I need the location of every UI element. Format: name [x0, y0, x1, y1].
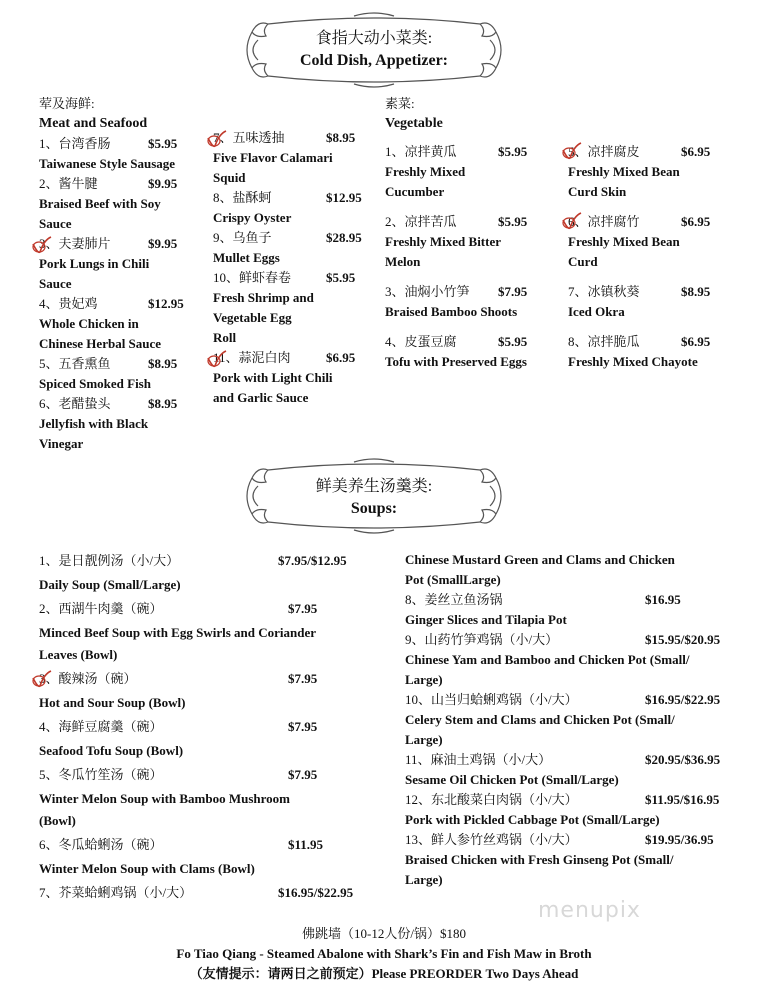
soup-item-cn: 13、鲜人参竹丝鸡锅（小/大） [405, 832, 578, 847]
menu-item-cn: 5、五香熏鱼 [39, 356, 111, 371]
menu-item-cn: 9、乌鱼子 [213, 230, 272, 245]
soup-item-en: Braised Chicken with Fresh Ginseng Pot (Small/ [405, 852, 674, 867]
soup-item-price: $16.95 [645, 592, 681, 607]
soup-item-cn: 6、冬瓜蛤蜊汤（碗） [39, 837, 163, 852]
red-check-mark-icon [560, 140, 584, 164]
soup-item-cn: 11、麻油土鸡锅（小/大） [405, 752, 552, 767]
footer-line3: （友情提示：请两日之前预定）Please PREORDER Two Days Ahead [189, 966, 579, 981]
menu-item-en: Pork Lungs in Chili [39, 256, 150, 271]
soup-item-price: $16.95/$22.95 [278, 885, 354, 900]
soup-item-price: $7.95 [288, 767, 318, 782]
menu-item-en: Freshly Mixed [385, 164, 466, 179]
red-check-mark-icon [205, 128, 229, 152]
menu-item-en: Fresh Shrimp and [213, 290, 314, 305]
menu-item-en: Curd Skin [568, 184, 627, 199]
veg-section [385, 94, 555, 134]
soup-item-en: Minced Beef Soup with Egg Swirls and Coriander [39, 625, 316, 640]
soup-item-cn: 9、山药竹笋鸡锅（小/大） [405, 632, 559, 647]
soup-item-cn: 2、西湖牛肉羹（碗） [39, 601, 163, 616]
soup-item-cn: 7、芥菜蛤蜊鸡锅（小/大） [39, 885, 193, 900]
soup-item-cn: 12、东北酸菜白肉锅（小/大） [405, 792, 578, 807]
menu-item-cn: 7、五味透抽 [213, 130, 285, 145]
menu-item-en: Squid [213, 170, 246, 185]
menu-item-cn: 5、凉拌腐皮 [568, 144, 640, 159]
menu-item-en: Braised Bamboo Shoots [385, 304, 518, 319]
menu-item-cn: 6、凉拌腐竹 [568, 214, 640, 229]
menu-item-cn: 4、皮蛋豆腐 [385, 334, 457, 349]
menu-item-en: Vinegar [39, 436, 84, 451]
soup-item-price: $7.95 [288, 719, 318, 734]
menu-item-en: Cucumber [385, 184, 445, 199]
menu-item-en: Pork with Light Chili [213, 370, 333, 385]
soup-item-price: $7.95 [288, 671, 318, 686]
soup-item-en: Large) [405, 732, 443, 747]
menu-item-en: Roll [213, 330, 237, 345]
menu-item-en: Braised Beef with Soy [39, 196, 161, 211]
soup-item-price: $20.95/$36.95 [645, 752, 721, 767]
soup-item-cn: 10、山当归蛤蜊鸡锅（小/大） [405, 692, 578, 707]
soup-item-en: (Bowl) [39, 813, 76, 828]
soup-item-price: $19.95/36.95 [645, 832, 714, 847]
menu-item-price: $6.95 [681, 334, 711, 349]
soup-item-en: Chinese Mustard Green and Clams and Chicken [405, 552, 675, 567]
menu-item-cn: 8、盐酥蚵 [213, 190, 272, 205]
menu-item-price: $9.95 [148, 176, 178, 191]
soup-header-cn: 鲜美养生汤羹类: [315, 478, 433, 495]
menu-item-price: $28.95 [326, 230, 362, 245]
soup-item-en: Seafood Tofu Soup (Bowl) [39, 743, 184, 758]
menu-item-price: $8.95 [681, 284, 711, 299]
soup-item-price: $15.95/$20.95 [645, 632, 721, 647]
menu-item-en: Melon [385, 254, 421, 269]
menu-item-en: Iced Okra [568, 304, 625, 319]
soup-item-en: Winter Melon Soup with Clams (Bowl) [39, 861, 255, 876]
footer-line2: Fo Tiao Qiang - Steamed Abalone with Shark’s Fin and Fish Maw in Broth [176, 946, 592, 961]
footer-line1: 佛跳墙（10-12人份/锅）$180 [302, 926, 466, 941]
soup-item-price: $7.95/$12.95 [278, 553, 347, 568]
soup-item-en: Celery Stem and Clams and Chicken Pot (Small/ [405, 712, 675, 727]
soup-header-en: Soups: [350, 500, 398, 517]
menu-item-en: Taiwanese Style Sausage [39, 156, 176, 171]
veg-heading-en: Vegetable [385, 116, 443, 131]
menu-item-cn: 3、油焖小竹笋 [385, 284, 470, 299]
menu-item-en: Spiced Smoked Fish [39, 376, 151, 391]
menu-item-price: $5.95 [498, 214, 528, 229]
menu-item-en: Sauce [39, 276, 72, 291]
meat-heading-cn: 荤及海鲜: [39, 96, 95, 111]
cold-header-en: Cold Dish, Appetizer: [300, 52, 448, 69]
menu-item-cn: 6、老醋蛰头 [39, 396, 111, 411]
menu-item-price: $6.95 [681, 144, 711, 159]
menu-item-cn: 7、冰镇秋葵 [568, 284, 640, 299]
menu-item-cn: 11、蒜泥白肉 [213, 350, 291, 365]
menu-item-cn: 4、贵妃鸡 [39, 296, 98, 311]
menu-item-en: and Garlic Sauce [213, 390, 309, 405]
soup-item-price: $7.95 [288, 601, 318, 616]
soup-item-en: Large) [405, 872, 443, 887]
red-check-mark-icon [205, 348, 229, 372]
menu-item-cn: 10、鲜虾春卷 [213, 270, 292, 285]
menu-item-en: Mullet Eggs [213, 250, 280, 265]
menu-item-price: $5.95 [498, 334, 528, 349]
menu-item-en: Freshly Mixed Bean [568, 164, 680, 179]
soup-item-price: $11.95/$16.95 [645, 792, 720, 807]
menu-item-price: $5.95 [326, 270, 356, 285]
menu-item-price: $6.95 [681, 214, 711, 229]
menu-item-price: $5.95 [148, 136, 178, 151]
soup-item-cn: 5、冬瓜竹笙汤（碗） [39, 767, 163, 782]
soup-item-cn: 8、姜丝立鱼汤锅 [405, 592, 503, 607]
menu-item-price: $12.95 [148, 296, 184, 311]
menu-item-price: $12.95 [326, 190, 362, 205]
menu-item-cn: 1、凉拌黄瓜 [385, 144, 457, 159]
soup-item-cn: 4、海鲜豆腐羹（碗） [39, 719, 163, 734]
red-check-mark-icon [560, 210, 584, 234]
menu-item-cn: 3、夫妻肺片 [39, 236, 111, 251]
red-check-mark-icon [30, 668, 54, 692]
soup-item-en: Sesame Oil Chicken Pot (Small/Large) [405, 772, 619, 787]
menu-item-en: Freshly Mixed Chayote [568, 354, 698, 369]
soup-item-en: Leaves (Bowl) [39, 647, 118, 662]
soup-item-en: Chinese Yam and Bamboo and Chicken Pot (Small/ [405, 652, 690, 667]
veg-heading-cn: 素菜: [385, 96, 415, 111]
menu-item-en: Freshly Mixed Bean [568, 234, 680, 249]
menu-item-en: Curd [568, 254, 598, 269]
soup-item-en: Pork with Pickled Cabbage Pot (Small/Large) [405, 812, 660, 827]
menu-item-cn: 2、酱牛腱 [39, 176, 98, 191]
soup-item-cn: 3、酸辣汤（碗） [39, 671, 137, 686]
menu-item-en: Freshly Mixed Bitter [385, 234, 502, 249]
soup-item-en: Daily Soup (Small/Large) [39, 577, 181, 592]
menu-item-price: $8.95 [148, 356, 178, 371]
menu-item-price: $8.95 [148, 396, 178, 411]
soup-item-price: $11.95 [288, 837, 324, 852]
menu-item-cn: 8、凉拌脆瓜 [568, 334, 640, 349]
menu-item-en: Crispy Oyster [213, 210, 292, 225]
menu-item-price: $9.95 [148, 236, 178, 251]
menu-item-cn: 1、台湾香肠 [39, 136, 111, 151]
menu-item-en: Whole Chicken in [39, 316, 139, 331]
soup-item-en: Hot and Sour Soup (Bowl) [39, 695, 186, 710]
menu-item-en: Vegetable Egg [213, 310, 292, 325]
menu-item-en: Tofu with Preserved Eggs [385, 354, 527, 369]
soup-item-price: $16.95/$22.95 [645, 692, 721, 707]
soup-item-en: Pot (SmallLarge) [405, 572, 501, 587]
soup-item-en: Ginger Slices and Tilapia Pot [405, 612, 567, 627]
menu-item-price: $6.95 [326, 350, 356, 365]
menu-item-en: Chinese Herbal Sauce [39, 336, 162, 351]
soup-item-cn: 1、是日靓例汤（小/大） [39, 553, 180, 568]
soup-header [238, 476, 510, 520]
menu-item-en: Jellyfish with Black [39, 416, 149, 431]
menu-item-en: Sauce [39, 216, 72, 231]
menu-item-price: $7.95 [498, 284, 528, 299]
soup-item-en: Winter Melon Soup with Bamboo Mushroom [39, 791, 291, 806]
red-check-mark-icon [30, 234, 54, 258]
menu-item-cn: 2、凉拌苦瓜 [385, 214, 457, 229]
watermark: menupix [538, 898, 641, 923]
cold-header [238, 28, 510, 72]
menu-item-en: Five Flavor Calamari [213, 150, 333, 165]
meat-section [39, 94, 209, 134]
menu-item-price: $8.95 [326, 130, 356, 145]
soup-item-en: Large) [405, 672, 443, 687]
meat-heading-en: Meat and Seafood [39, 116, 148, 131]
menu-item-price: $5.95 [498, 144, 528, 159]
cold-header-cn: 食指大动小菜类: [315, 30, 433, 47]
